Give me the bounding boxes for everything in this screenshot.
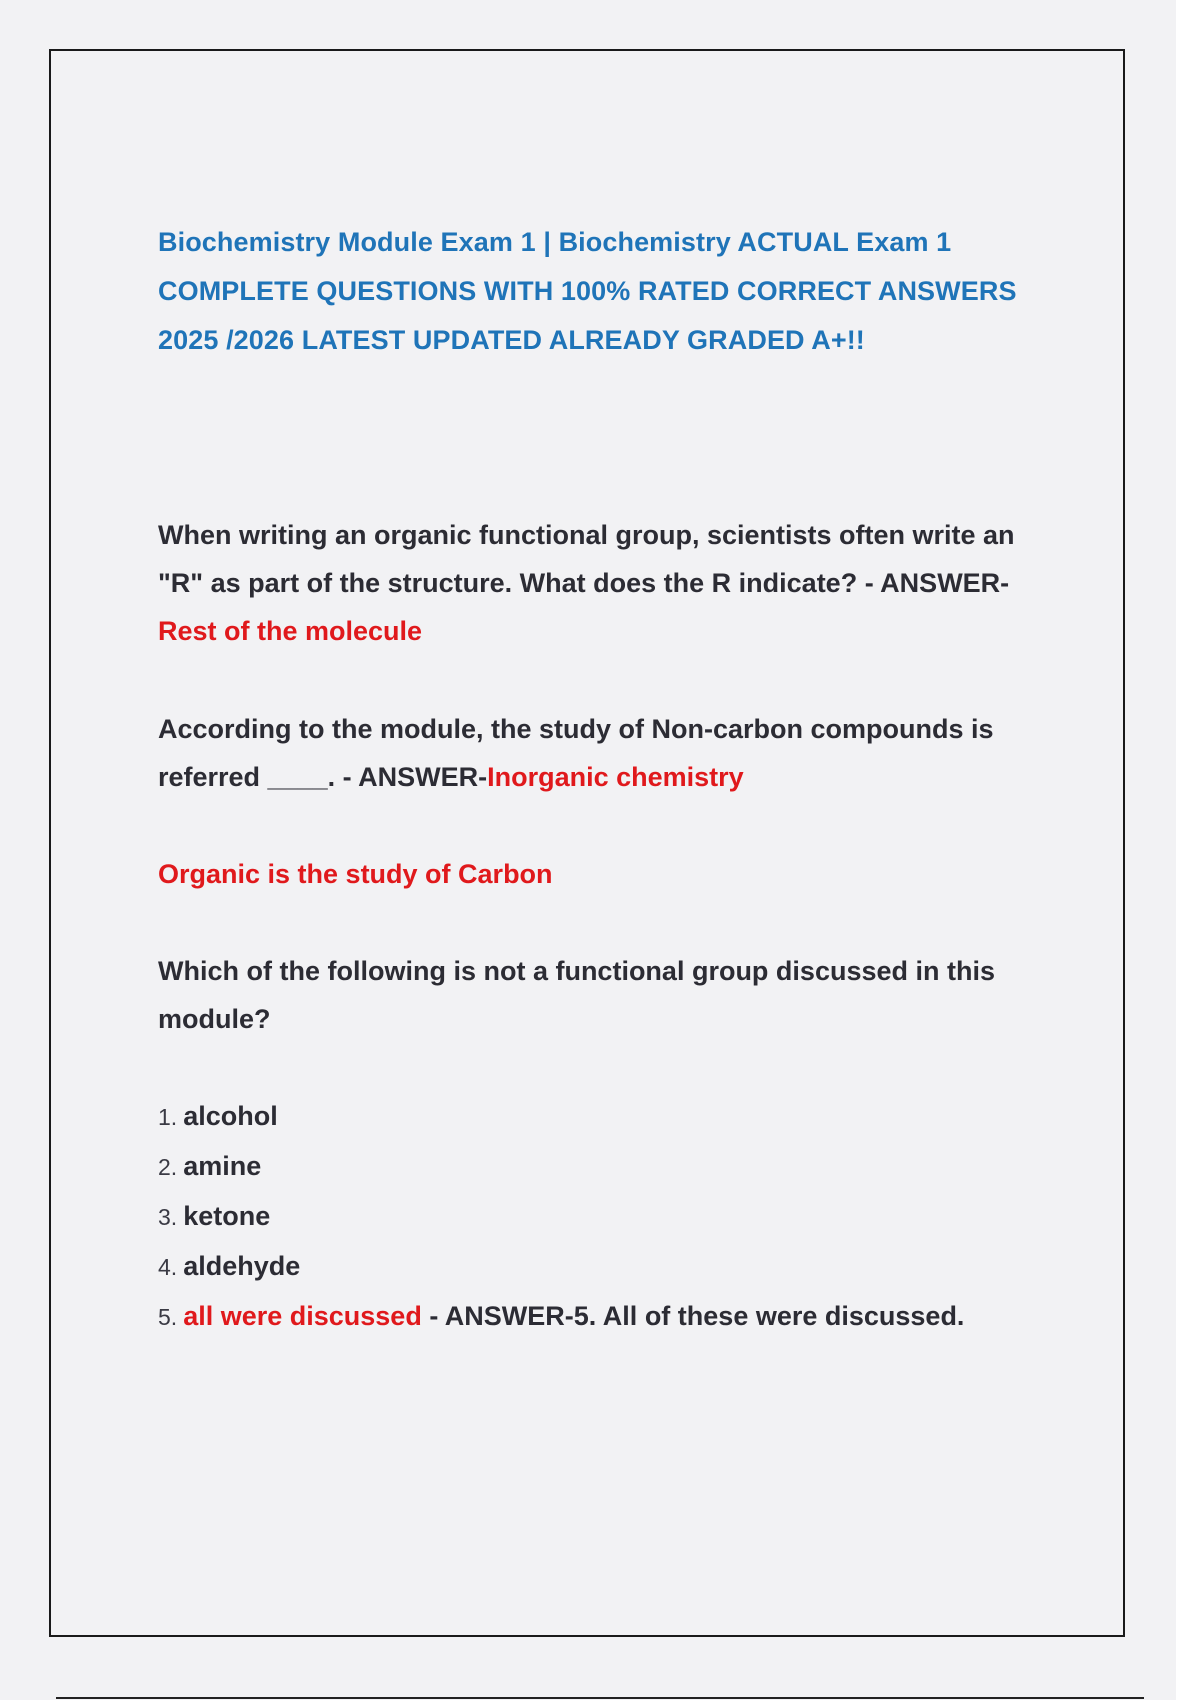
note-organic: Organic is the study of Carbon [158,859,553,889]
option-number: 5. [158,1304,178,1330]
option-item [158,1092,1038,1142]
question-3: Which of the following is not a functional group discussed in this module? [158,956,995,1034]
question-2 [158,705,1038,801]
option-highlight: all were discussed [183,1301,422,1331]
option-item [158,1242,1038,1292]
question-2-text: According to the module, the study of Non-carbon compounds is referred ____. - ANSWER- [158,714,994,792]
option-number: 2. [158,1154,178,1180]
option-number: 4. [158,1254,178,1280]
question-1-answer: Rest of the molecule [158,616,423,646]
question-2-answer: Inorganic chemistry [487,762,744,792]
question-1-text: When writing an organic functional group, scientists often write an "R" as part of the structure. What does the R indicate? - ANSWER- [158,520,1015,598]
document-body [158,218,1038,1342]
question-3-options [158,1092,1038,1342]
question-3-answer: - ANSWER-5. All of these were discussed. [421,1301,965,1331]
option-item [158,1142,1038,1192]
option-text: aldehyde [183,1251,301,1281]
question-1 [158,511,1038,655]
option-item [158,1192,1038,1242]
option-text: alcohol [183,1101,278,1131]
option-number: 1. [158,1104,178,1130]
bottom-divider [56,1697,1144,1699]
document-title: Biochemistry Module Exam 1 | Biochemistry ACTUAL Exam 1 COMPLETE QUESTIONS WITH 100% RATED CORRECT ANSWERS 2025 /2026 LATEST UPDATED ALREADY GRADED A+!! [158,227,1017,355]
option-number: 3. [158,1204,178,1230]
option-item-answer [158,1292,1038,1342]
option-text: ketone [183,1201,271,1231]
option-text: amine [183,1151,262,1181]
